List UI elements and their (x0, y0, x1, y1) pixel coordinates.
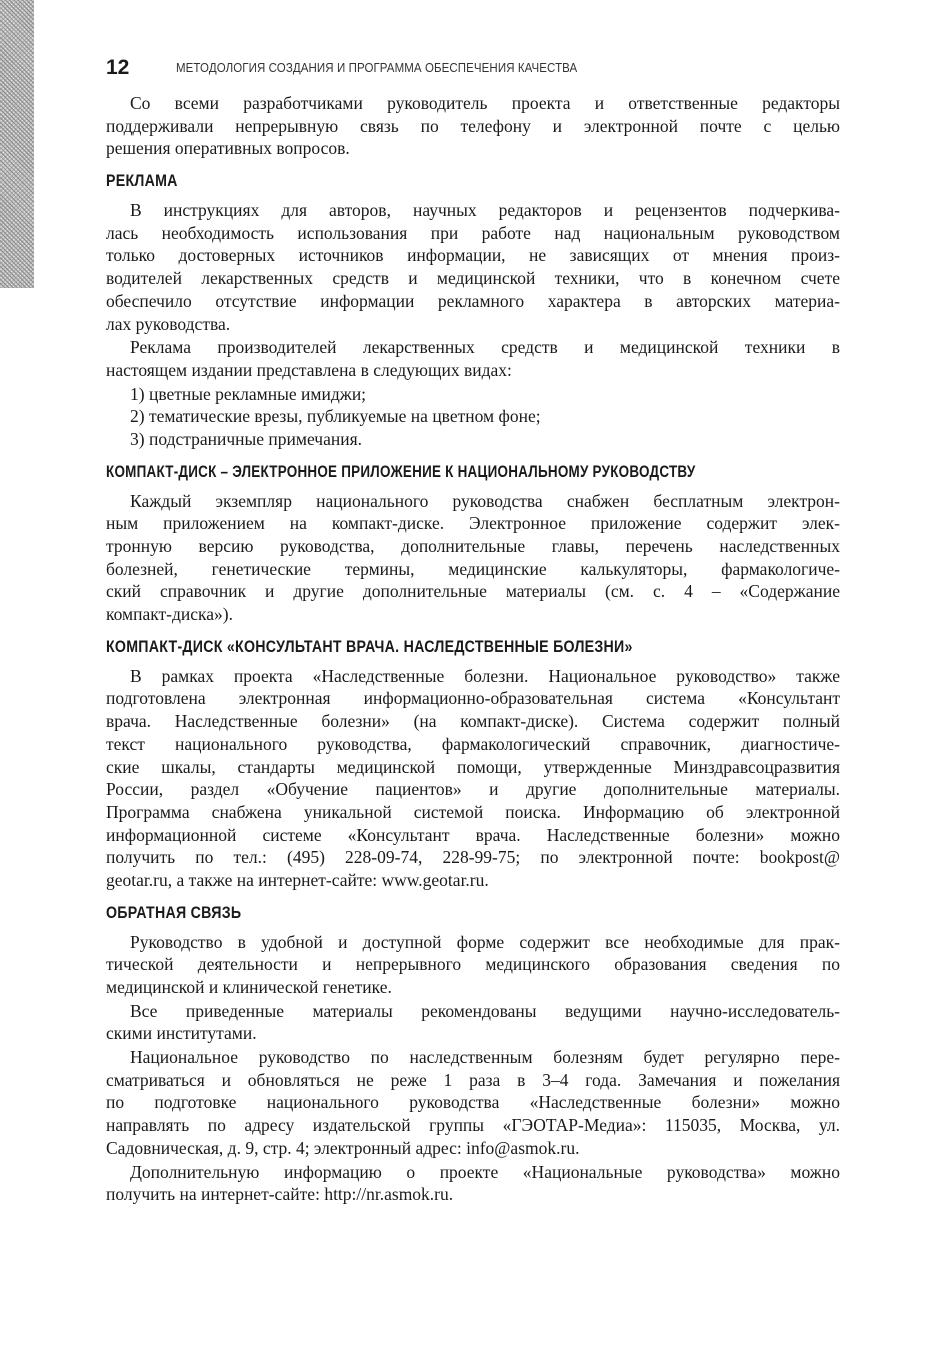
text-line: получить на интернет-сайте: http://nr.asmok.ru. (106, 1184, 454, 1205)
paragraph (106, 665, 840, 892)
text-line: Садовническая, д. 9, стр. 4; электронный адрес: info@asmok.ru. (106, 1137, 580, 1158)
advertising-list (106, 383, 840, 451)
text-line: лась необходимость использования при работе над национальным руководством (106, 222, 840, 243)
paragraph (106, 1046, 840, 1159)
text-line: информационной системе «Консультант врача. Наследственные болезни» можно (106, 824, 840, 845)
text-line: получить по тел.: (495) 228-09-74, 228-99-75; по электронной почте: bookpost@ (106, 847, 840, 868)
section-heading-advertising: РЕКЛАМА (106, 172, 178, 191)
paragraph (106, 490, 840, 626)
text-line: России, раздел «Обучение пациентов» и другие дополнительные материалы. (106, 779, 840, 800)
page-body (106, 92, 840, 1207)
text-line: В рамках проекта «Наследственные болезни. Национальное руководство» также (130, 665, 840, 686)
text-line: В инструкциях для авторов, научных редакторов и рецензентов подчеркива- (130, 200, 840, 221)
paragraph (106, 931, 840, 999)
text-line: Руководство в удобной и доступной форме содержит все необходимые для прак- (130, 931, 840, 952)
section-heading-cd: КОМПАКТ-ДИСК – ЭЛЕКТРОННОЕ ПРИЛОЖЕНИЕ К НАЦИОНАЛЬНОМУ РУКОВОДСТВУ (106, 462, 696, 481)
section-heading-feedback: ОБРАТНАЯ СВЯЗЬ (106, 903, 242, 922)
text-line: врача. Наследственные болезни» (на компакт-диске). Система содержит полный (106, 711, 840, 732)
text-line: ский справочник и другие дополнительные материалы (см. с. 4 – «Содержание (106, 581, 840, 602)
text-line: болезней, генетические термины, медицинские калькуляторы, фармакологиче- (106, 558, 840, 579)
scan-edge-shading (0, 0, 34, 288)
text-line: только достоверных источников информации, не зависящих от мнения произ- (106, 245, 840, 266)
text-line: настоящем издании представлена в следующих видах: (106, 359, 512, 380)
paragraph (106, 199, 840, 335)
text-line: Дополнительную информацию о проекте «Национальные руководства» можно (130, 1161, 840, 1182)
text-line: компакт-диска»). (106, 604, 233, 625)
text-line: Все приведенные материалы рекомендованы ведущими научно-исследователь- (130, 1000, 840, 1021)
text-line: тической деятельности и непрерывного медицинского образования сведения по (106, 954, 840, 975)
text-line: Каждый экземпляр национального руководства снабжен бесплатным электрон- (130, 490, 840, 511)
paragraph (106, 336, 840, 381)
text-line: лах руководства. (106, 313, 231, 334)
text-line: тронную версию руководства, дополнительные главы, перечень наследственных (106, 536, 840, 556)
text-line: ным приложением на компакт-диске. Электронное приложение содержит элек- (106, 513, 840, 534)
text-line: ские шкалы, стандарты медицинской помощи, утвержденные Минздравсоцразвития (106, 756, 840, 777)
running-title: МЕТОДОЛОГИЯ СОЗДАНИЯ И ПРОГРАММА ОБЕСПЕЧЕНИЯ КАЧЕСТВА (176, 61, 578, 75)
list-item: 1) цветные рекламные имиджи; (130, 383, 367, 404)
text-line: сматриваться и обновляться не реже 1 раза в 3–4 года. Замечания и пожелания (106, 1069, 840, 1090)
text-line: обеспечило отсутствие информации рекламного характера в авторских материа- (106, 290, 840, 311)
text-line: geotar.ru, а также на интернет-сайте: www.geotar.ru. (106, 869, 489, 890)
text-line: Программа снабжена уникальной системой поиска. Информацию об электронной (106, 801, 840, 822)
list-item: 2) тематические врезы, публикуемые на цветном фоне; (130, 406, 541, 427)
running-header (106, 56, 846, 80)
text-line: Со всеми разработчиками руководитель проекта и ответственные редакторы (130, 93, 840, 113)
text-line: решения оперативных вопросов. (106, 138, 350, 159)
text-line: текст национального руководства, фармакологический справочник, диагностиче- (106, 733, 840, 754)
text-line: поддерживали непрерывную связь по телефону и электронной почте с целью (106, 115, 840, 136)
text-line: медицинской и клинической генетике. (106, 977, 392, 997)
text-line: по подготовке национального руководства «Наследственные болезни» можно (106, 1092, 840, 1113)
list-item: 3) подстраничные примечания. (130, 428, 363, 449)
text-line: подготовлена электронная информационно-образовательная система «Консультант (106, 688, 840, 709)
text-line: Реклама производителей лекарственных средств и медицинской техники в (130, 337, 840, 358)
paragraph (106, 1000, 840, 1045)
text-line: водителей лекарственных средств и медицинской техники, что в конечном счете (106, 268, 840, 289)
page-number: 12 (106, 56, 130, 79)
section-heading-consultant: КОМПАКТ-ДИСК «КОНСУЛЬТАНТ ВРАЧА. НАСЛЕДСТВЕННЫЕ БОЛЕЗНИ» (106, 637, 633, 656)
text-line: скими институтами. (106, 1023, 257, 1044)
paragraph (106, 1161, 840, 1206)
text-line: направлять по адресу издательской группы «ГЭОТАР-Медиа»: 115035, Москва, ул. (106, 1115, 840, 1136)
text-line: Национальное руководство по наследственным болезням будет регулярно пере- (130, 1047, 840, 1068)
paragraph (106, 92, 840, 160)
